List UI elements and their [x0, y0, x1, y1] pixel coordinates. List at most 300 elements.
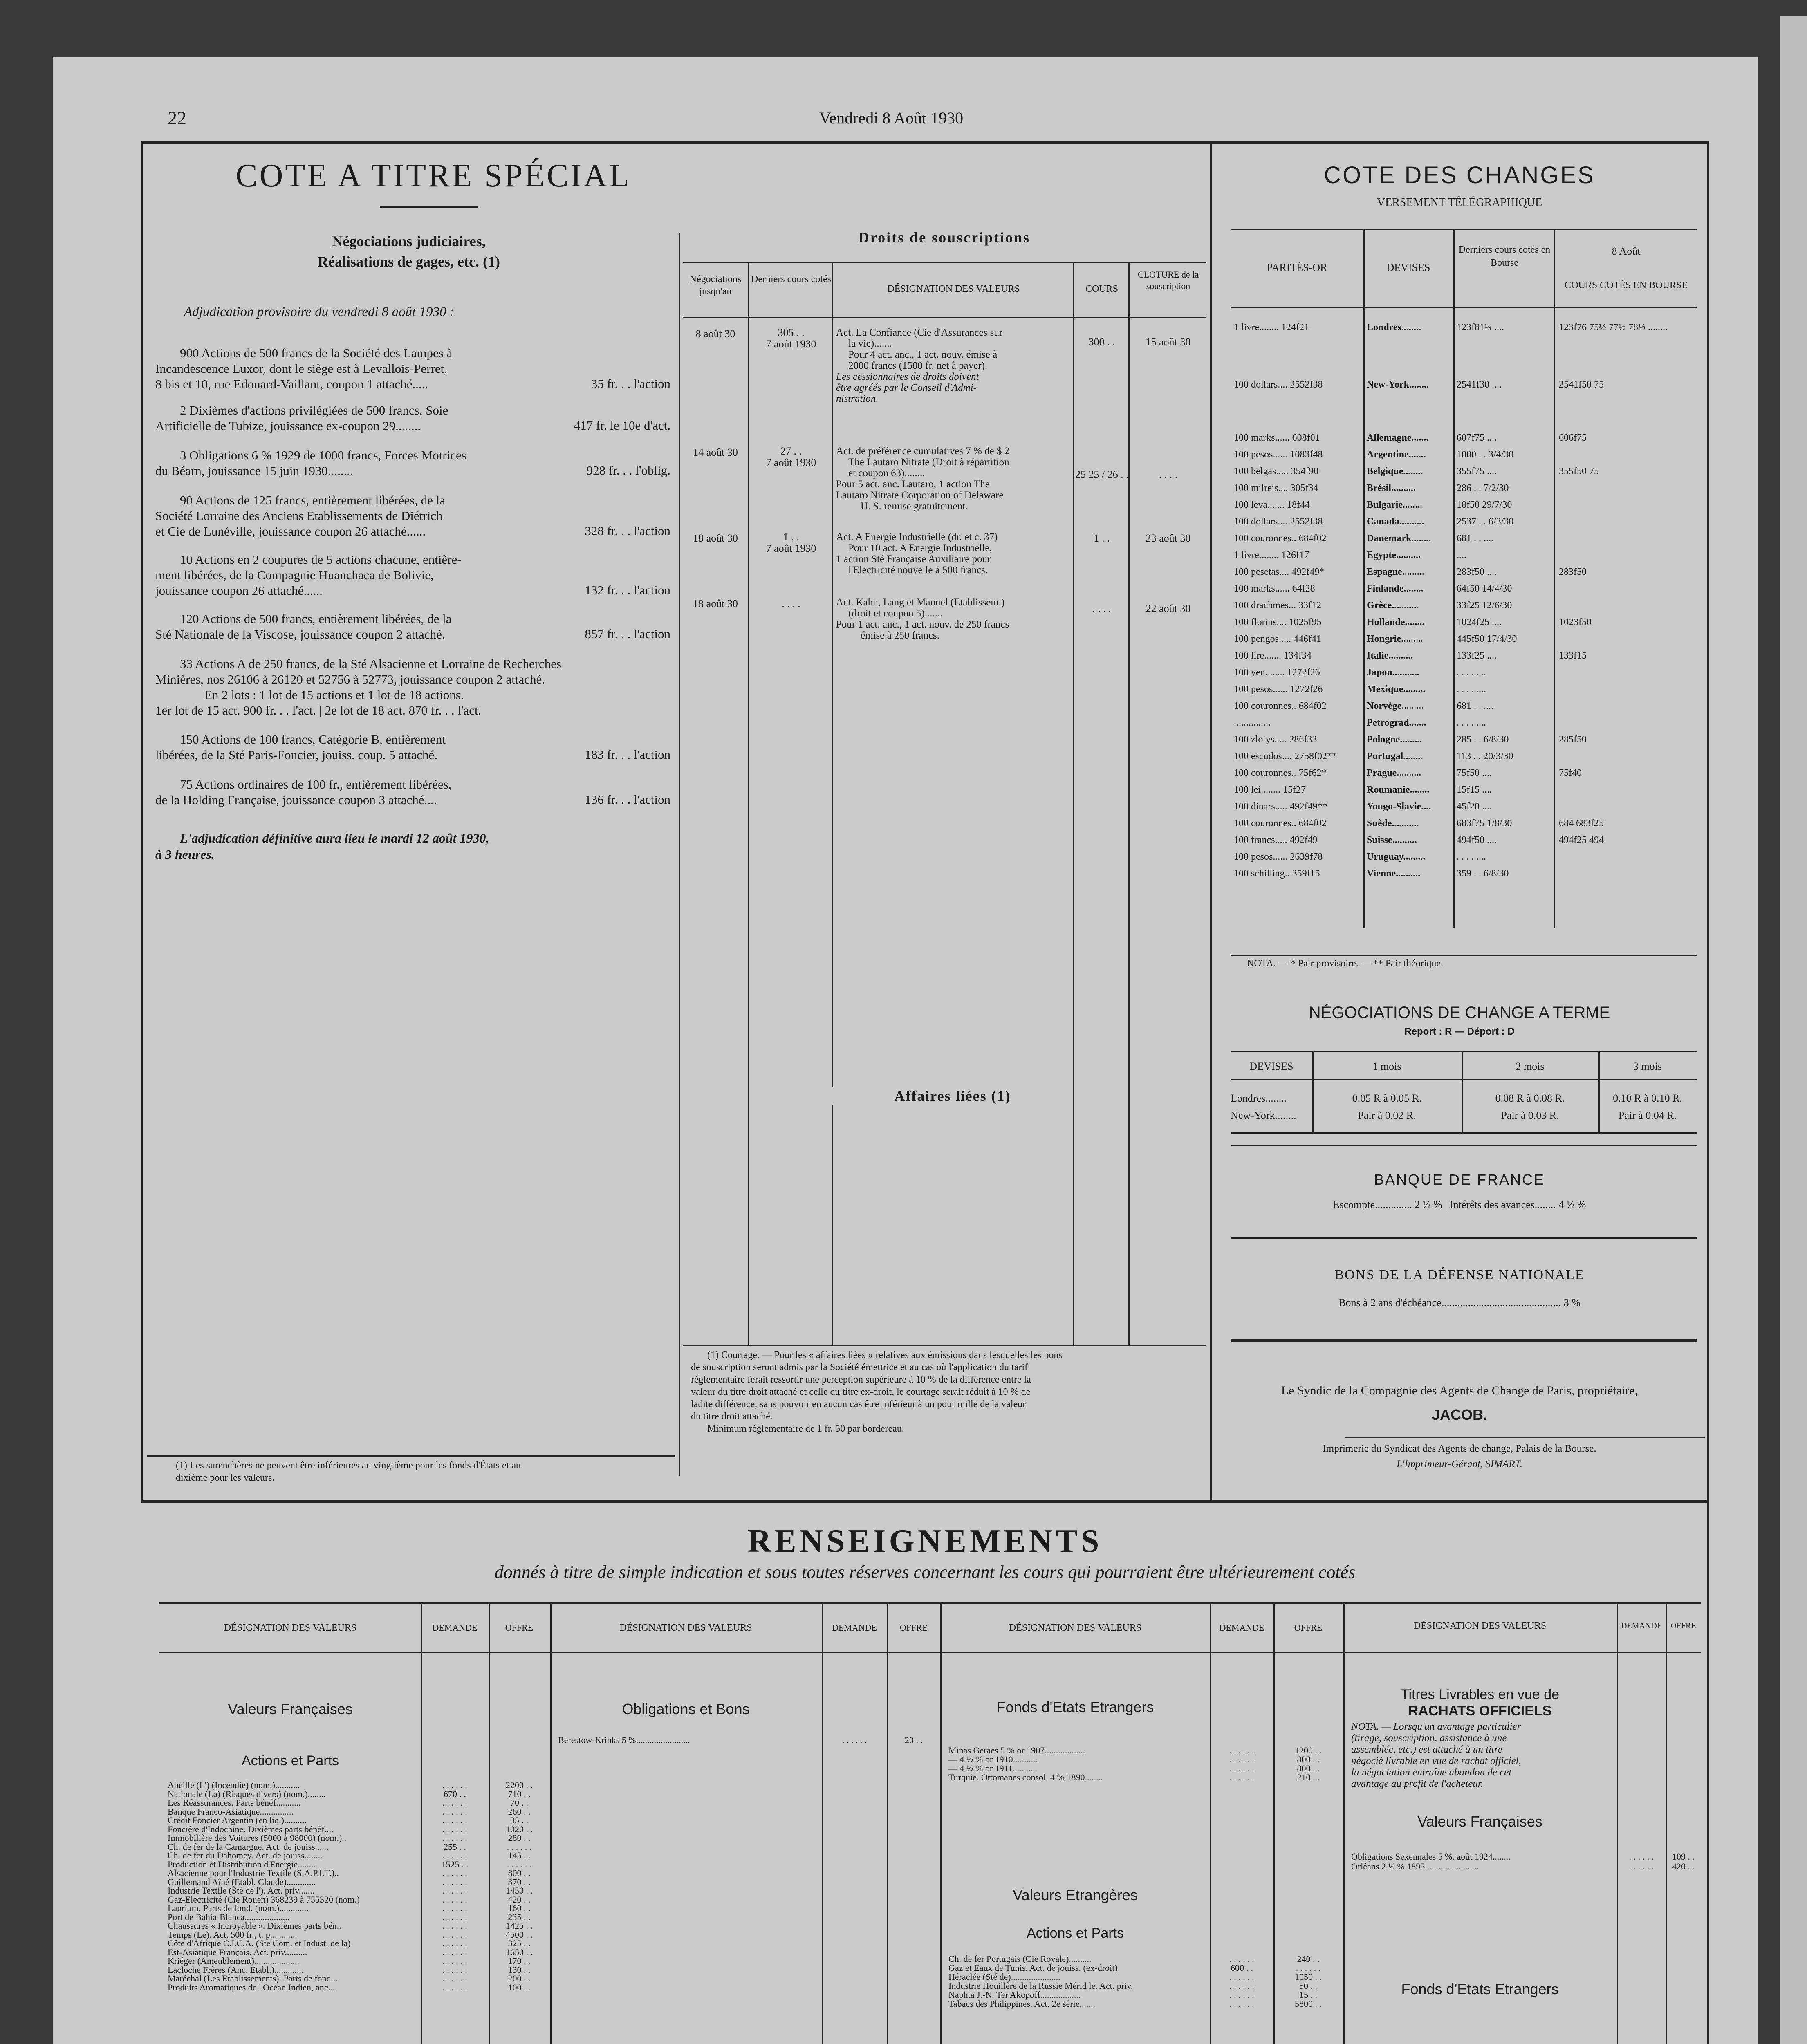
special-item-price: 328 fr. . . l'action	[585, 524, 670, 538]
changes-header: COURS COTÉS EN BOURSE	[1565, 280, 1688, 291]
changes-par: 100 couronnes.. 684f02	[1234, 701, 1327, 711]
value-offre: 260 . .	[508, 1806, 531, 1817]
changes-last: . . . . ....	[1457, 717, 1486, 728]
changes-rule-bottom	[1231, 955, 1697, 956]
changes-dev: Hollande........	[1367, 617, 1425, 628]
changes-header: 8 Août	[1612, 245, 1641, 257]
changes-cur: 494f25 494	[1559, 835, 1604, 845]
changes-last: 1000 . . 3/4/30	[1457, 449, 1514, 460]
adjacent-page-edge	[1780, 16, 1807, 2044]
terme-header: 3 mois	[1633, 1060, 1662, 1072]
special-item: 10 Actions en 2 coupures de 5 actions chacune, entière- ment libérées, de la Compagnie Huanchaca de Bolivie, jouissance coupon 26 attaché...... 132 fr. . . l'action	[155, 552, 670, 598]
droits-row: 14 août 30 27 . . 7 août 1930 Act. de préférence cumulatives 7 % de $ 2 The Lautaro Nitrate (Droit à répartition et coupon 63)........ Pour 5 act. anc. Lautaro, 1 action The Lautaro Nitrate Corporation of Delaware U. S. remise gratuitement. 25 25 / 26 . . . . . .	[693, 445, 1178, 512]
changes-par: 100 drachmes... 33f12	[1234, 600, 1321, 611]
changes-last: 683f75 1/8/30	[1457, 818, 1512, 829]
terme-subtitle: Report : R — Déport : D	[1404, 1026, 1515, 1037]
value-designation: Tabacs des Philippines. Act. 2e série.......	[948, 1999, 1095, 2009]
rens-col	[1666, 1602, 1667, 2044]
bons-title: BONS DE LA DÉFENSE NATIONALE	[1334, 1267, 1585, 1282]
terme-row-value: 0.08 R à 0.08 R.	[1495, 1092, 1565, 1104]
changes-rows	[1231, 321, 1697, 893]
value-offre: 800 . .	[1297, 1754, 1320, 1764]
changes-dev: Japon...........	[1367, 667, 1419, 678]
value-demande: . . . . . .	[442, 1824, 467, 1834]
value-offre: 280 . .	[508, 1833, 531, 1843]
banque-line: Escompte.............. 2 ½ % | Intérêts des avances........ 4 ½ %	[1333, 1199, 1586, 1210]
changes-cur: 283f50	[1559, 567, 1587, 577]
value-offre: 160 . .	[508, 1903, 531, 1913]
value-demande: . . . . . .	[442, 1956, 467, 1966]
value-demande: . . . . . .	[442, 1973, 467, 1983]
value-demande: . . . . . .	[1229, 1981, 1254, 1991]
terme-row-devise: Londres........	[1231, 1092, 1287, 1104]
special-item: 3 Obligations 6 % 1929 de 1000 francs, Forces Motrices du Béarn, jouissance 15 juin 1930........ 928 fr. . . l'oblig.	[155, 448, 670, 478]
value-designation: Turquie. Ottomanes consol. 4 % 1890........	[948, 1772, 1103, 1782]
changes-title: COTE DES CHANGES	[1324, 162, 1595, 188]
value-offre: 800 . .	[1297, 1763, 1320, 1773]
changes-par: 100 pesos...... 1083f48	[1234, 449, 1323, 460]
value-designation: — 4 ½ % or 1911...........	[948, 1763, 1038, 1773]
special-col-divider	[679, 233, 680, 1476]
value-designation: Kriéger (Ameublement)....................	[168, 1956, 299, 1966]
value-offre: 145 . .	[508, 1850, 531, 1860]
value-designation: Ch. de fer de la Camargue. Act. de jouiss......	[168, 1841, 329, 1852]
rens-header: DEMANDE	[1621, 1621, 1662, 1630]
value-offre: 1650 . .	[506, 1947, 533, 1957]
changes-dev: Canada..........	[1367, 516, 1424, 527]
value-demande: . . . . . .	[442, 1780, 467, 1790]
adjudication-heading: Adjudication provisoire du vendredi 8 août 1930 :	[184, 305, 454, 319]
value-offre: 4500 . .	[506, 1929, 533, 1940]
changes-dev: Belgique........	[1367, 466, 1423, 477]
value-offre: 50 . .	[1299, 1981, 1317, 1991]
value-offre: 170 . .	[508, 1956, 531, 1966]
value-designation: Industrie Houillère de la Russie Mérid le. Act. priv.	[948, 1981, 1133, 1991]
rens-c4-section: Titres Livrables en vue de RACHATS OFFICIELS	[1400, 1687, 1560, 1719]
changes-dev: Prague..........	[1367, 768, 1421, 778]
changes-last: 681 . . ....	[1457, 701, 1493, 711]
value-offre: . . . . . .	[1296, 1963, 1321, 1973]
rens-col	[1617, 1602, 1618, 2044]
value-designation: Production et Distribution d'Energie........	[168, 1859, 316, 1869]
changes-last: 494f50 ....	[1457, 835, 1497, 845]
value-demande: . . . . . .	[442, 1929, 467, 1940]
neg-title-2: Réalisations de gages, etc. (1)	[318, 253, 500, 270]
value-offre: 1050 . .	[1295, 1972, 1322, 1982]
imprimerie-line: Imprimerie du Syndicat des Agents de change, Palais de la Bourse.	[1323, 1443, 1596, 1454]
changes-dev: Espagne.........	[1367, 567, 1424, 577]
changes-last: 355f75 ....	[1457, 466, 1497, 477]
value-designation: Gaz-Electricité (Cie Rouen) 368239 à 755320 (nom.)	[168, 1894, 360, 1905]
value-offre: 420 . .	[508, 1894, 531, 1905]
value-demande: . . . . . .	[1229, 1972, 1254, 1982]
changes-last: 607f75 ....	[1457, 433, 1497, 443]
rens-header: DÉSIGNATION DES VALEURS	[1413, 1620, 1547, 1631]
special-item: 120 Actions de 500 francs, entièrement libérées, de la Sté Nationale de la Viscose, jouissance coupon 2 attaché. 857 fr. . . l'action	[155, 612, 670, 641]
changes-last: . . . . ....	[1457, 684, 1486, 695]
changes-last: 283f50 ....	[1457, 567, 1497, 577]
changes-last: 2537 . . 6/3/30	[1457, 516, 1514, 527]
changes-cur: 123f76 75½ 77½ 78½ ........	[1559, 322, 1668, 333]
droits-header: Derniers cours cotés	[751, 274, 831, 285]
changes-cur: 285f50	[1559, 734, 1587, 745]
value-designation: Port de Bahia-Blanca....................	[168, 1912, 290, 1922]
changes-dev: New-York........	[1367, 379, 1429, 390]
rens-col	[822, 1602, 823, 2044]
value-demande: . . . . . .	[442, 1885, 467, 1896]
special-item-price: 417 fr. le 10e d'act.	[574, 418, 670, 433]
special-item-price: 857 fr. . . l'action	[585, 627, 670, 641]
value-designation: Obligations Sexennales 5 %, août 1924........	[1351, 1851, 1511, 1862]
droits-row: 18 août 30 1 . . 7 août 1930 Act. A Energie Industrielle (dr. et c. 37) Pour 10 act. A Energie Industrielle, 1 action Sté Française Auxiliaire pour l'Electricité nouvelle à 500 francs. 1 . . 23 août 30	[693, 531, 1191, 576]
value-demande: 255 . .	[444, 1841, 466, 1852]
value-demande: . . . . . .	[442, 1868, 467, 1878]
changes-dev: Petrograd.......	[1367, 717, 1426, 728]
special-items	[155, 345, 670, 863]
changes-cur: 684 683f25	[1559, 818, 1604, 829]
terme-row-value: Pair à 0.02 R.	[1358, 1109, 1416, 1121]
changes-last: 18f50 29/7/30	[1457, 500, 1512, 510]
changes-header: PARITÉS-OR	[1267, 262, 1327, 273]
changes-dev: Bulgarie........	[1367, 500, 1422, 510]
value-offre: 130 . .	[508, 1964, 531, 1975]
changes-par: 100 pesos...... 1272f26	[1234, 684, 1323, 695]
bons-rule	[1231, 1237, 1697, 1239]
rens-header: DEMANDE	[432, 1623, 478, 1633]
value-demande: . . . . . .	[442, 1903, 467, 1913]
changes-dev: Uruguay.........	[1367, 852, 1426, 862]
changes-par: 100 schilling.. 359f15	[1234, 868, 1320, 879]
droits-header: DÉSIGNATION DES VALEURS	[887, 284, 1020, 294]
terme-rule	[1231, 1051, 1697, 1052]
rens-header: DÉSIGNATION DES VALEURS	[224, 1623, 357, 1633]
mid-rule	[141, 1500, 1709, 1503]
changes-dev: Hongrie.........	[1367, 634, 1423, 644]
value-designation: Banque Franco-Asiatique...............	[168, 1806, 294, 1817]
cote-special-title: COTE A TITRE SPÉCIAL	[235, 158, 631, 194]
special-item-price: 928 fr. . . l'oblig.	[586, 463, 670, 477]
special-item: 150 Actions de 100 francs, Catégorie B, entièrement libérées, de la Sté Paris-Foncier, jouiss. coup. 5 attaché. 183 fr. . . l'action	[155, 732, 670, 762]
changes-par: 100 couronnes.. 75f62*	[1234, 768, 1327, 778]
value-demande: . . . . . .	[1629, 1861, 1654, 1871]
terme-header: 1 mois	[1372, 1060, 1401, 1072]
special-item: 90 Actions de 125 francs, entièrement libérées, de la Société Lorraine des Anciens Etablissements de Diétrich et Cie de Lunéville, jouissance coupon 26 attaché...... 328 fr. . . l'action	[155, 493, 670, 538]
value-designation: Côte d'Afrique C.I.C.A. (Sté Com. et Indust. de la)	[168, 1938, 351, 1948]
jacob-signature: JACOB.	[1431, 1406, 1488, 1423]
value-demande: 1525 . .	[441, 1859, 469, 1869]
changes-last: 33f25 12/6/30	[1457, 600, 1512, 611]
rens-rule-head	[159, 1652, 1701, 1653]
value-offre: 370 . .	[508, 1876, 531, 1887]
droits-title: Droits de souscriptions	[858, 229, 1031, 246]
rens-col	[887, 1602, 888, 2044]
changes-dev: Danemark........	[1367, 533, 1431, 544]
changes-par: 100 zlotys..... 286f33	[1234, 734, 1317, 745]
rens-c3-sub2: Actions et Parts	[1026, 1925, 1124, 1941]
rens-header: OFFRE	[505, 1623, 534, 1633]
droits-header: Négociations jusqu'au	[689, 274, 742, 297]
value-designation: Naphta J.-N. Ter Akopoff..................	[948, 1990, 1081, 2000]
value-offre: 710 . .	[508, 1788, 531, 1799]
rens-rule-top	[159, 1602, 1701, 1604]
changes-rule-top	[1231, 229, 1697, 230]
value-demande: 670 . .	[444, 1788, 466, 1799]
terme-title: NÉGOCIATIONS DE CHANGE A TERME	[1309, 1004, 1610, 1022]
changes-last: 359 . . 6/8/30	[1457, 868, 1509, 879]
definitive-note: L'adjudication définitive aura lieu le mardi 12 août 1930, à 3 heures.	[155, 831, 489, 862]
droits-rule-top	[683, 262, 1206, 263]
frame-left	[141, 141, 143, 1502]
terme-row-devise: New-York........	[1231, 1109, 1296, 1121]
changes-last: 64f50 14/4/30	[1457, 583, 1512, 594]
neg-title-1: Négociations judiciaires,	[332, 233, 486, 249]
value-demande: . . . . . .	[1229, 1954, 1254, 1964]
changes-par: 100 dinars..... 492f49**	[1234, 801, 1327, 812]
changes-dev: Roumanie........	[1367, 784, 1430, 795]
changes-dev: Argentine.......	[1367, 449, 1426, 460]
value-offre: 325 . .	[508, 1938, 531, 1948]
changes-par: 1 livre........ 126f17	[1234, 550, 1309, 560]
changes-subtitle: VERSEMENT TÉLÉGRAPHIQUE	[1377, 196, 1542, 209]
terme-row-value: Pair à 0.04 R.	[1618, 1109, 1677, 1121]
value-designation: Immobilière des Voitures (5000 à 98000) (nom.)..	[168, 1833, 347, 1843]
special-item-price: 183 fr. . . l'action	[585, 747, 670, 762]
value-designation: Gaz et Eaux de Tunis. Act. de jouiss. (ex-droit)	[948, 1963, 1118, 1973]
changes-dev: Egypte..........	[1367, 550, 1421, 560]
changes-cur: 606f75	[1559, 433, 1587, 443]
droits-rule-head	[683, 317, 1206, 318]
syndic-rule	[1231, 1339, 1697, 1342]
value-designation: — 4 ½ % or 1910...........	[948, 1754, 1038, 1764]
top-rule	[141, 141, 1709, 144]
value-demande: . . . . . .	[442, 1938, 467, 1948]
value-offre: 240 . .	[1297, 1954, 1320, 1964]
changes-par: 100 francs..... 492f49	[1234, 835, 1318, 845]
changes-par: 100 pesetas.... 492f49*	[1234, 567, 1325, 577]
terme-rule	[1231, 1132, 1697, 1134]
changes-dev: Yougo-Slavie....	[1367, 801, 1431, 812]
value-designation: Est-Asiatique Français. Act. priv..........	[168, 1947, 307, 1957]
rens-c3-section2: Valeurs Etrangères	[1013, 1887, 1138, 1903]
droits-rows	[683, 327, 1206, 662]
changes-cur: 1023f50	[1559, 617, 1592, 628]
value-demande: . . . . . .	[442, 1833, 467, 1843]
value-demande: . . . . . .	[442, 1921, 467, 1931]
value-demande: . . . . . .	[442, 1815, 467, 1825]
changes-last: 2541f30 ....	[1457, 379, 1502, 390]
changes-dev: Mexique.........	[1367, 684, 1426, 695]
changes-cur: 2541f50 75	[1559, 379, 1604, 390]
value-offre: . . . . . .	[507, 1859, 532, 1869]
rens-header: OFFRE	[1294, 1623, 1323, 1633]
rens-c1-sub: Actions et Parts	[241, 1753, 339, 1768]
terme-header: 2 mois	[1516, 1060, 1545, 1072]
rens-header: DÉSIGNATION DES VALEURS	[619, 1623, 752, 1633]
changes-par: 100 belgas..... 354f90	[1234, 466, 1319, 477]
value-offre: 20 . .	[905, 1735, 923, 1745]
value-designation: Minas Geraes 5 % or 1907..................	[948, 1745, 1085, 1755]
value-demande: . . . . . .	[442, 1876, 467, 1887]
droits-header: COURS	[1085, 284, 1119, 294]
value-designation: Maréchal (Les Etablissements). Parts de fond...	[168, 1973, 338, 1983]
value-offre: 1200 . .	[1295, 1745, 1322, 1755]
changes-dev: Norvège.........	[1367, 701, 1424, 711]
special-item-price: 132 fr. . . l'action	[585, 583, 670, 597]
value-offre: 1020 . .	[506, 1824, 533, 1834]
value-demande: . . . . . .	[1229, 1772, 1254, 1782]
value-offre: 1425 . .	[506, 1921, 533, 1931]
page-number: 22	[168, 108, 186, 128]
changes-par: ...............	[1234, 717, 1271, 728]
rens-c4-section2: Valeurs Françaises	[1417, 1813, 1542, 1830]
changes-header: DEVISES	[1386, 262, 1430, 273]
value-offre: 235 . .	[508, 1912, 531, 1922]
value-offre: 800 . .	[508, 1868, 531, 1878]
droits-header: CLOTURE de la souscription	[1137, 269, 1199, 291]
value-designation: Lacloche Frères (Anc. Etabl.).............	[168, 1964, 304, 1975]
special-item: 75 Actions ordinaires de 100 fr., entièrement libérées, de la Holding Française, jouissance coupon 3 attaché.... 136 fr. . . l'action	[155, 777, 670, 807]
rens-header: OFFRE	[899, 1623, 928, 1633]
affaires-liees-title: Affaires liées (1)	[832, 1087, 1073, 1105]
special-item-price: 35 fr. . . l'action	[591, 377, 670, 391]
value-offre: 5800 . .	[1295, 1999, 1322, 2009]
value-demande: . . . . . .	[442, 1894, 467, 1905]
value-designation: Chaussures « Incroyable ». Dixièmes parts bén..	[168, 1921, 341, 1931]
value-designation: Laurium. Parts de fond. (nom.).............	[168, 1903, 309, 1913]
value-demande: . . . . . .	[1629, 1851, 1654, 1862]
droits-row: 18 août 30 . . . . Act. Kahn, Lang et Manuel (Etablissem.) (droit et coupon 5)....... Pour 1 act. anc., 1 act. nouv. de 250 francs émise à 250 francs. . . . . 22 août 30	[693, 597, 1191, 641]
value-designation: Nationale (La) (Risques divers) (nom.)........	[168, 1788, 326, 1799]
value-designation: Ch. de fer du Dahomey. Act. de jouiss........	[168, 1850, 323, 1860]
changes-par: 100 marks...... 64f28	[1234, 583, 1315, 594]
changes-last: 445f50 17/4/30	[1457, 634, 1517, 644]
newspaper-page	[53, 57, 1758, 2044]
special-footnote: (1) Les surenchères ne peuvent être inférieures au vingtième pour les fonds d'États et au dixième pour les valeurs.	[176, 1460, 521, 1483]
special-item: 33 Actions A de 250 francs, de la Sté Alsacienne et Lorraine de Recherches Minières, nos 26106 à 26120 et 52756 à 52773, jouissance coupon 2 attaché. En 2 lots : 1 lot de 15 actions et 1 lot de 18 actions. 1er lot de 15 act. 900 fr. . . l'act. | 2e lot de 18 act. 870 fr. . . l'act.	[155, 657, 562, 717]
rens-header: DEMANDE	[832, 1623, 877, 1633]
changes-par: 100 dollars.... 2552f38	[1234, 379, 1323, 390]
terme-header: DEVISES	[1249, 1060, 1294, 1072]
value-demande: . . . . . .	[442, 1964, 467, 1975]
value-designation: Berestow-Krinks 5 %........................	[558, 1735, 690, 1745]
changes-dev: Italie..........	[1367, 650, 1413, 661]
changes-last: 133f25 ....	[1457, 650, 1497, 661]
changes-par: 100 couronnes.. 684f02	[1234, 533, 1327, 544]
value-offre: 15 . .	[1299, 1990, 1317, 2000]
changes-last: 113 . . 20/3/30	[1457, 751, 1513, 762]
value-demande: . . . . . .	[442, 1982, 467, 1992]
value-demande: . . . . . .	[442, 1806, 467, 1817]
changes-par: 100 yen........ 1272f26	[1234, 667, 1320, 678]
rens-col	[550, 1602, 552, 2044]
value-designation: Crédit Foncier Argentin (en liq.)..........	[168, 1815, 307, 1825]
value-offre: 100 . .	[508, 1982, 531, 1992]
changes-dev: Suède...........	[1367, 818, 1419, 829]
changes-par: 100 dollars.... 2552f38	[1234, 516, 1323, 527]
value-offre: . . . . . .	[507, 1841, 532, 1852]
changes-nota: NOTA. — * Pair provisoire. — ** Pair théorique.	[1247, 958, 1443, 969]
rens-header: DÉSIGNATION DES VALEURS	[1009, 1623, 1142, 1633]
value-demande: . . . . . .	[1229, 1999, 1254, 2009]
changes-par: 100 florins.... 1025f95	[1234, 617, 1322, 628]
value-designation: Alsacienne pour l'Industrie Textile (S.A.P.I.T.)..	[168, 1868, 339, 1878]
special-item: 900 Actions de 500 francs de la Société des Lampes à Incandescence Luxor, dont le siège est à Levallois-Perret, 8 bis et 10, rue Edouard-Vaillant, coupon 1 attaché..... 35 fr. . . l'action	[155, 346, 670, 391]
rens-header: DEMANDE	[1219, 1623, 1264, 1633]
value-designation: Temps (Le). Act. 500 fr., t. p............	[168, 1929, 297, 1940]
renseignements-subtitle: donnés à titre de simple indication et sous toutes réserves concernant les cours qui pourraient être ultérieurement cotés	[494, 1562, 1356, 1582]
changes-last: 75f50 ....	[1457, 768, 1492, 778]
changes-last: 123f81¼ ....	[1457, 322, 1504, 333]
value-designation: Orléans 2 ½ % 1895........................	[1351, 1861, 1479, 1871]
changes-par: 100 leva....... 18f44	[1234, 500, 1310, 510]
value-offre: 35 . .	[510, 1815, 528, 1825]
value-offre: 2200 . .	[506, 1780, 533, 1790]
value-offre: 109 . .	[1672, 1851, 1695, 1862]
special-item: 2 Dixièmes d'actions privilégiées de 500 francs, Soie Artificielle de Tubize, jouissance ex-coupon 29........ 417 fr. le 10e d'act.	[155, 403, 670, 433]
rens-c4-nota: NOTA. — Lorsqu'un avantage particulier (tirage, souscription, assistance à une assemblée, etc.) est attaché à un titre négocié livrable en vue de rachat officiel, la négociation entraîne abandon de cet avantage au profit de l'acheteur.	[1351, 1721, 1521, 1789]
changes-last: 45f20 ....	[1457, 801, 1492, 812]
footnote-rule	[147, 1455, 675, 1457]
syndic-line: Le Syndic de la Compagnie des Agents de Change de Paris, propriétaire,	[1281, 1384, 1638, 1397]
value-demande: . . . . . .	[442, 1947, 467, 1957]
rens-col	[940, 1602, 942, 2044]
column-divider	[1210, 141, 1212, 1502]
value-demande: . . . . . .	[1229, 1763, 1254, 1773]
value-designation: Les Réassurances. Parts bénéf...........	[168, 1797, 301, 1808]
changes-rule-head	[1231, 307, 1697, 308]
banque-rule	[1231, 1145, 1697, 1146]
value-offre: 200 . .	[508, 1973, 531, 1983]
value-demande: . . . . . .	[1229, 1990, 1254, 2000]
value-offre: 70 . .	[510, 1797, 528, 1808]
banque-title: BANQUE DE FRANCE	[1374, 1171, 1545, 1188]
value-offre: 210 . .	[1297, 1772, 1320, 1782]
rens-c1-section: Valeurs Françaises	[228, 1701, 353, 1717]
changes-dev: Vienne..........	[1367, 868, 1421, 879]
terme-rule	[1231, 1079, 1697, 1080]
value-demande: . . . . . .	[842, 1735, 867, 1745]
rens-c2-section: Obligations et Bons	[622, 1701, 750, 1717]
rens-c4-section3: Fonds d'Etats Etrangers	[1401, 1981, 1559, 1997]
imprimerie-rule	[1345, 1437, 1705, 1438]
frame-right	[1707, 141, 1709, 2044]
value-demande: . . . . . .	[442, 1850, 467, 1860]
changes-par: 100 marks...... 608f01	[1234, 433, 1320, 443]
gerant-line: L'Imprimeur-Gérant, SIMART.	[1397, 1459, 1522, 1470]
changes-header: Derniers cours cotés en Bourse	[1458, 244, 1551, 268]
changes-par: 100 lire....... 134f34	[1234, 650, 1312, 661]
changes-par: 100 pengos..... 446f41	[1234, 634, 1321, 644]
changes-last: . . . . ....	[1457, 852, 1486, 862]
changes-cur: 133f15	[1559, 650, 1587, 661]
page-date: Vendredi 8 Août 1930	[819, 109, 964, 127]
changes-dev: Suisse..........	[1367, 835, 1417, 845]
changes-last: 681 . . ....	[1457, 533, 1493, 544]
changes-dev: Portugal........	[1367, 751, 1423, 762]
bons-line: Bons à 2 ans d'échéance............................................. 3 %	[1338, 1297, 1581, 1309]
value-offre: 420 . .	[1672, 1861, 1695, 1871]
special-item-price: 136 fr. . . l'action	[585, 792, 670, 807]
rens-c3-section: Fonds d'Etats Etrangers	[996, 1699, 1154, 1715]
changes-dev: Pologne.........	[1367, 734, 1422, 745]
changes-par: 100 pesos...... 2639f78	[1234, 852, 1323, 862]
changes-par: 100 couronnes.. 684f02	[1234, 818, 1327, 829]
changes-last: ....	[1457, 550, 1466, 560]
changes-dev: Grèce...........	[1367, 600, 1419, 611]
value-demande: . . . . . .	[442, 1797, 467, 1808]
courtage-note: (1) Courtage. — Pour les « affaires liées » relatives aux émissions dans lesquelles les bons de souscription seront admis par la Société émettrice et au cas où l'application du tarif réglementaire ferait ressortir une perception supérieure à 10 % de la différence entre la valeur du titre droit attaché et celle du titre ex-droit, le courtage serait réduit à 10 % de ladite différence, sans pouvoir en aucun cas être inférieur à un pour mille de la valeur du titre droit attaché. Minimum réglementaire de 1 fr. 50 par bordereau.	[691, 1350, 1063, 1434]
value-designation: Foncière d'Indochine. Dixièmes parts bénéf....	[168, 1824, 334, 1834]
